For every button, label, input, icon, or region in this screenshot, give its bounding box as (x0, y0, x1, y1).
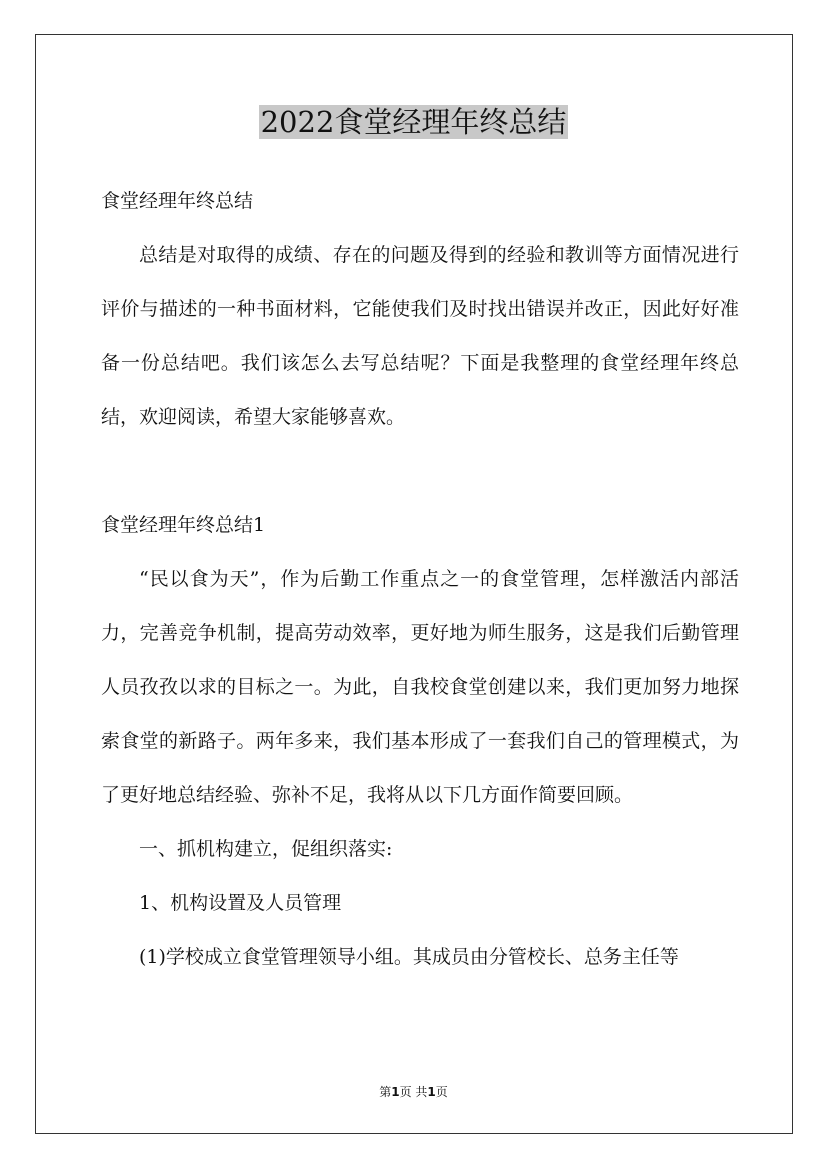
heading-level-1: 一、抓机构建立，促组织落实: (139, 838, 393, 860)
page-suffix: 页 (435, 1085, 448, 1099)
section-paragraph: “民以食为天”，作为后勤工作重点之一的食堂管理，怎样激活内部活力，完善竞争机制，提高劳动效率，更好地为师生服务，这是我们后勤管理人员孜孜以求的目标之一。为此，自我校食堂创建以来，我们更加努力地探索食堂的新路子。两年多来，我们基本形成了一套我们自己的管理模式，为了更好地总结经验、弥补不足，我将从以下几方面作简要回顾。 (101, 568, 739, 806)
document-title-text: 2022食堂经理年终总结 (260, 105, 567, 139)
heading-level-2: 1、机构设置及人员管理 (139, 892, 342, 914)
section-title: 食堂经理年终总结1 (101, 514, 266, 536)
list-item: (1)学校成立食堂管理领导小组。其成员由分管校长、总务主任等 (139, 946, 679, 968)
page-mid: 页 共 (399, 1085, 428, 1099)
document-body (101, 174, 739, 984)
document-subtitle: 食堂经理年终总结 (101, 190, 254, 212)
page-total: 1 (427, 1085, 436, 1099)
paragraph-gap (101, 444, 739, 498)
page-footer (0, 1082, 827, 1102)
document-title (0, 100, 827, 144)
page-number: 1 (391, 1085, 400, 1099)
page-prefix: 第 (379, 1085, 392, 1099)
intro-paragraph: 总结是对取得的成绩、存在的问题及得到的经验和教训等方面情况进行评价与描述的一种书面材料，它能使我们及时找出错误并改正，因此好好准备一份总结吧。我们该怎么去写总结呢？下面是我整理的食堂经理年终总结，欢迎阅读，希望大家能够喜欢。 (101, 244, 739, 428)
